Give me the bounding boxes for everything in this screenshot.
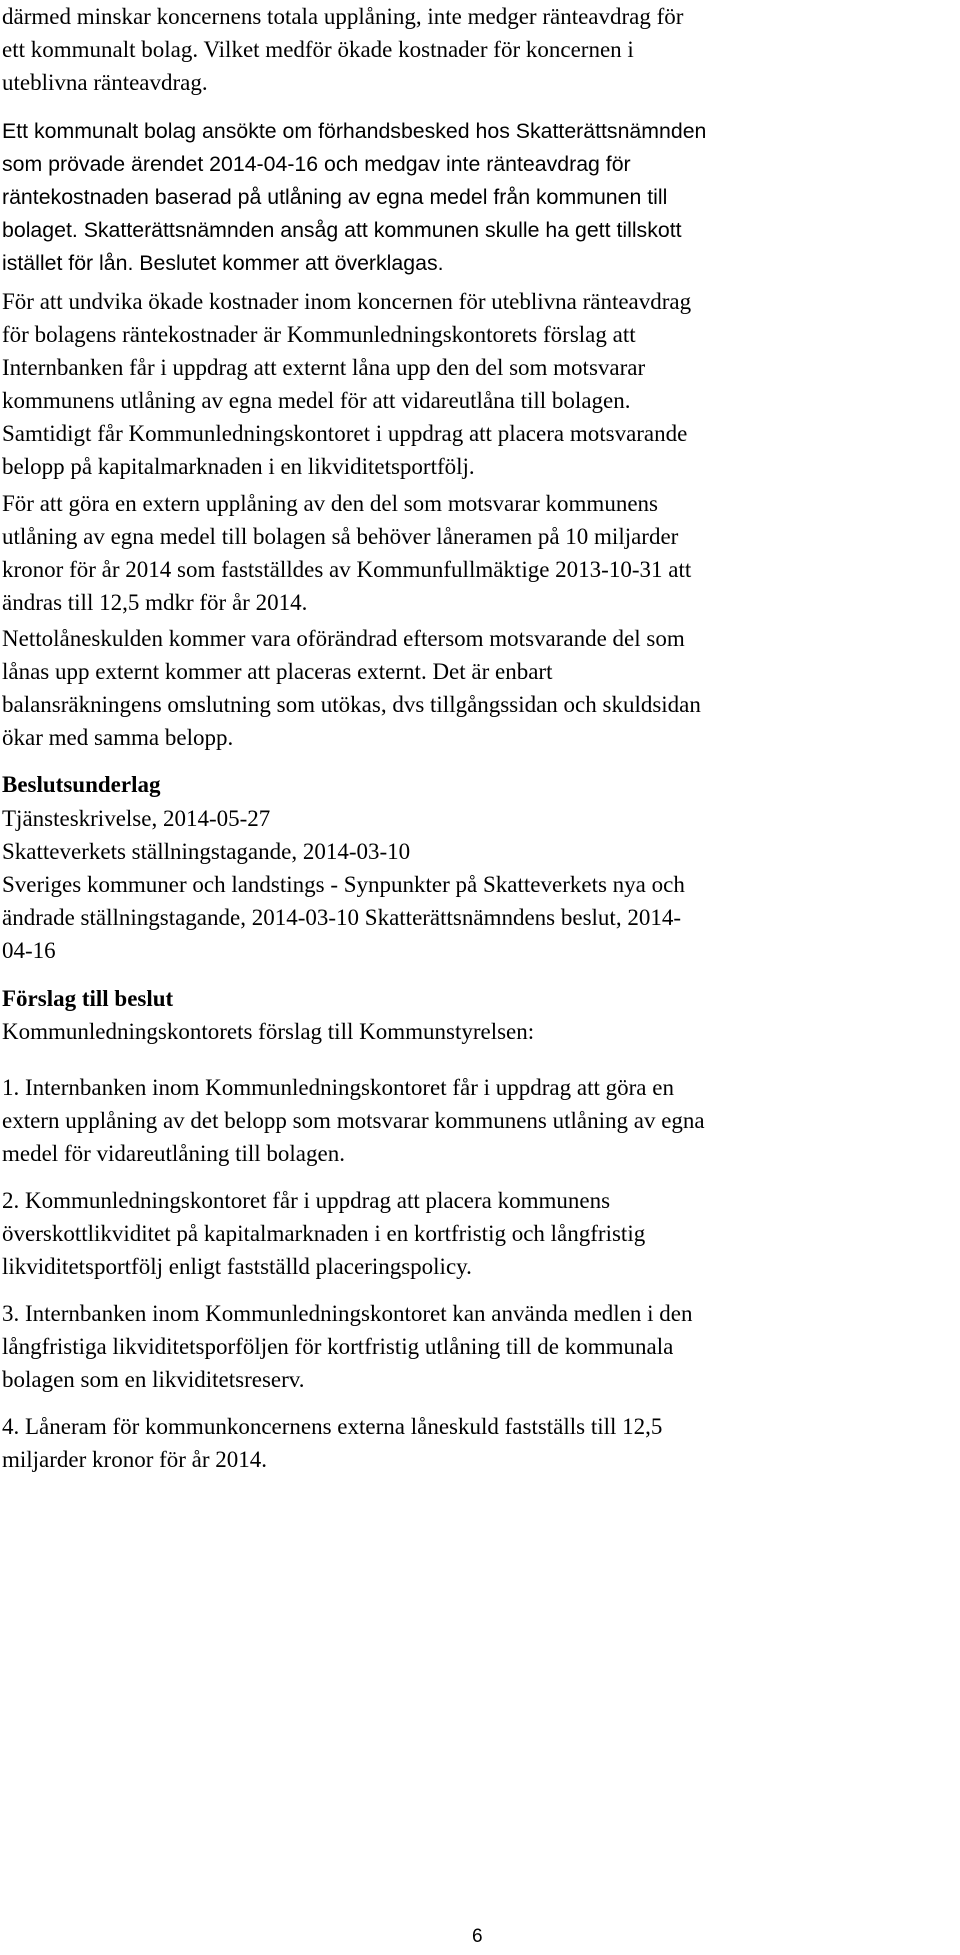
text-line: Skatteverkets ställningstagande, 2014-03-10 xyxy=(2,839,411,864)
forslag-till-beslut-heading: Förslag till beslut xyxy=(2,986,174,1011)
text-line: 1. Internbanken inom Kommunledningskontoret får i uppdrag att göra en xyxy=(2,1075,674,1100)
paragraph-nettolaneskulden xyxy=(2,622,701,754)
text-line: ökar med samma belopp. xyxy=(2,725,234,750)
text-line: ändrade ställningstagande, 2014-03-10 Skatterättsnämndens beslut, 2014- xyxy=(2,905,681,930)
text-line: istället för lån. Beslutet kommer att överklagas. xyxy=(2,251,444,275)
text-line: 2. Kommunledningskontoret får i uppdrag att placera kommunens xyxy=(2,1188,611,1213)
text-line: därmed minskar koncernens totala upplåning, inte medger ränteavdrag för xyxy=(2,4,684,29)
text-line: lånas upp externt kommer att placeras externt. Det är enbart xyxy=(2,659,553,684)
forslag-item-3 xyxy=(2,1297,692,1396)
text-line: 3. Internbanken inom Kommunledningskontoret kan använda medlen i den xyxy=(2,1301,693,1326)
beslutsunderlag-heading: Beslutsunderlag xyxy=(2,772,161,797)
text-line: bolagen som en likviditetsreserv. xyxy=(2,1367,305,1392)
text-line: som prövade ärendet 2014-04-16 och medgav inte ränteavdrag för xyxy=(2,152,631,176)
text-line: kommunens utlåning av egna medel för att vidareutlåna till bolagen. xyxy=(2,388,631,413)
forslag-item-1 xyxy=(2,1071,705,1170)
text-line: Samtidigt får Kommunledningskontoret i uppdrag att placera motsvarande xyxy=(2,421,688,446)
text-line: Nettolåneskulden kommer vara oförändrad eftersom motsvarande del som xyxy=(2,626,685,651)
text-line: bolaget. Skatterättsnämnden ansåg att kommunen skulle ha gett tillskott xyxy=(2,218,682,242)
text-line: likviditetsportfölj enligt fastställd placeringspolicy. xyxy=(2,1254,472,1279)
text-line: utlåning av egna medel till bolagen så behöver låneramen på 10 miljarder xyxy=(2,524,679,549)
text-line: Kommunledningskontorets förslag till Kommunstyrelsen: xyxy=(2,1019,535,1044)
text-line: Sveriges kommuner och landstings - Synpunkter på Skatteverkets nya och xyxy=(2,872,685,897)
forslag-item-2 xyxy=(2,1184,645,1283)
text-line: ändras till 12,5 mdkr för år 2014. xyxy=(2,590,308,615)
paragraph-intro-continued xyxy=(2,0,683,99)
text-line: långfristiga likviditetsporföljen för kortfristig utlåning till de kommunala xyxy=(2,1334,674,1359)
text-line: för bolagens räntekostnader är Kommunledningskontorets förslag att xyxy=(2,322,636,347)
forslag-intro xyxy=(2,1015,534,1048)
text-line: räntekostnaden baserad på utlåning av egna medel från kommunen till xyxy=(2,185,668,209)
text-line: 04-16 xyxy=(2,938,56,963)
text-line: 4. Låneram för kommunkoncernens externa låneskuld fastställs till 12,5 xyxy=(2,1414,663,1439)
text-line: överskottlikviditet på kapitalmarknaden i en kortfristig och långfristig xyxy=(2,1221,646,1246)
text-line: kronor för år 2014 som fastställdes av Kommunfullmäktige 2013-10-31 att xyxy=(2,557,692,582)
paragraph-forhandsbesked xyxy=(2,115,706,280)
text-line: balansräkningens omslutning som utökas, dvs tillgångssidan och skuldsidan xyxy=(2,692,701,717)
text-line: ett kommunalt bolag. Vilket medför ökade kostnader för koncernen i xyxy=(2,37,634,62)
text-line: För att göra en extern upplåning av den del som motsvarar kommunens xyxy=(2,491,658,516)
text-line: uteblivna ränteavdrag. xyxy=(2,70,208,95)
page-number: 6 xyxy=(472,1926,483,1947)
text-line: miljarder kronor för år 2014. xyxy=(2,1447,268,1472)
text-line: belopp på kapitalmarknaden i en likviditetsportfölj. xyxy=(2,454,475,479)
text-line: Tjänsteskrivelse, 2014-05-27 xyxy=(2,806,271,831)
text-line: Internbanken får i uppdrag att externt låna upp den del som motsvarar xyxy=(2,355,646,380)
paragraph-undvika xyxy=(2,285,691,483)
text-line: medel för vidareutlåning till bolagen. xyxy=(2,1141,345,1166)
paragraph-extern-upplaning xyxy=(2,487,691,619)
forslag-item-4 xyxy=(2,1410,662,1476)
text-line: För att undvika ökade kostnader inom koncernen för uteblivna ränteavdrag xyxy=(2,289,692,314)
text-line: Ett kommunalt bolag ansökte om förhandsbesked hos Skatterättsnämnden xyxy=(2,119,707,143)
text-line: extern upplåning av det belopp som motsvarar kommunens utlåning av egna xyxy=(2,1108,705,1133)
beslutsunderlag-list xyxy=(2,802,685,967)
